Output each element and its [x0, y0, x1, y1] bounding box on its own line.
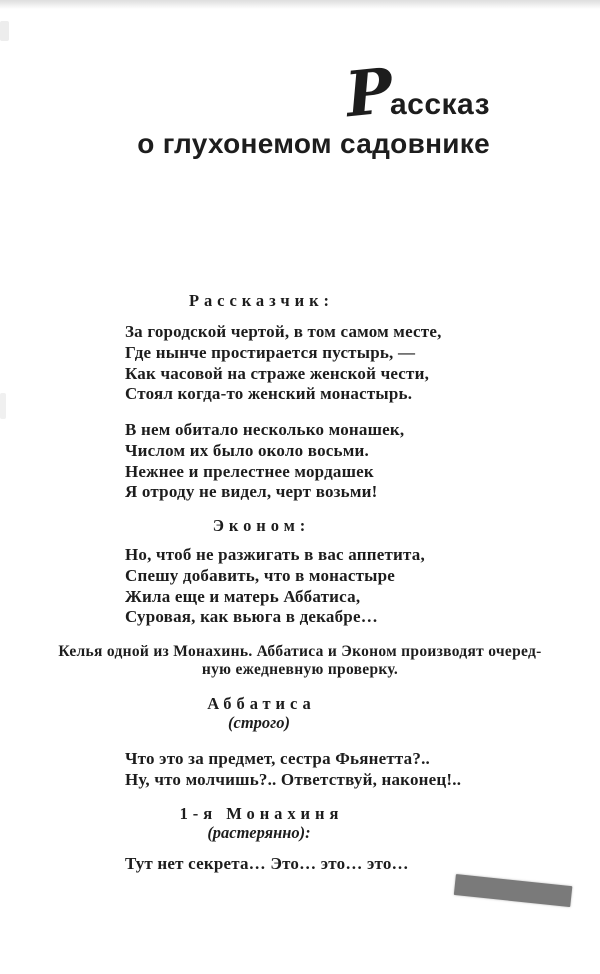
character-heading-econom: Эконом: — [212, 516, 311, 535]
verse-line: Ну, что молчишь?.. Ответствуй, наконец!.. — [125, 769, 462, 789]
character-heading-nun1: 1-я Монахиня — [179, 804, 344, 823]
verse-line: Суровая, как вьюга в декабре… — [125, 607, 378, 627]
scan-smudge — [0, 393, 6, 419]
verse-line: Числом их было около восьми. — [125, 440, 369, 460]
stanza-econom — [125, 545, 425, 628]
stanza-narrator-2 — [125, 420, 404, 503]
verse-line: Но, чтоб не разжигать в вас аппетита, — [125, 545, 425, 564]
stanza-narrator-1 — [125, 322, 442, 405]
stage-cue-abbess: (строго) — [228, 713, 290, 732]
stage-direction-line: ную ежедневную проверку. — [201, 660, 399, 678]
stage-cue-nun1: (растерянно): — [207, 823, 311, 842]
verse-line: Что это за предмет, сестра Фьянетта?.. — [125, 749, 430, 768]
character-heading-abbess: Аббатиса — [207, 694, 316, 713]
lines-nun1 — [125, 854, 409, 875]
verse-line: Где нынче простирается пустырь, — — [125, 342, 416, 362]
scan-edge-shadow — [0, 0, 600, 9]
verse-line: Как часовой на страже женской чести, — [125, 363, 430, 383]
title-line1 — [137, 53, 490, 132]
stage-direction-line: Келья одной из Монахинь. Аббатиса и Эконом производят очеред- — [58, 643, 542, 660]
scan-artifact-band — [454, 874, 573, 907]
verse-line: Нежнее и прелестнее мордашек — [125, 461, 374, 481]
verse-line: Жила еще и матерь Аббатиса, — [125, 586, 361, 606]
lines-abbess — [125, 749, 461, 791]
verse-line: Я отроду не видел, черт возьми! — [125, 482, 378, 502]
verse-line: За городской чертой, в том самом месте, — [125, 322, 442, 341]
verse-line: Стоял когда-то женский монастырь. — [125, 384, 413, 404]
page-title — [137, 53, 490, 159]
verse-line: В нем обитало несколько монашек, — [125, 420, 405, 439]
stage-direction — [10, 643, 590, 679]
character-heading-narrator: Рассказчик: — [188, 291, 334, 310]
title-line1-text: ассказ — [389, 88, 490, 121]
title-line2-text: о глухонемом садовнике — [137, 128, 490, 159]
verse-line: Тут нет секрета… Это… это… это… — [125, 854, 409, 873]
verse-line: Спешу добавить, что в монастыре — [125, 565, 396, 585]
script-initial-letter: Р — [342, 53, 397, 132]
scan-smudge — [0, 21, 9, 41]
